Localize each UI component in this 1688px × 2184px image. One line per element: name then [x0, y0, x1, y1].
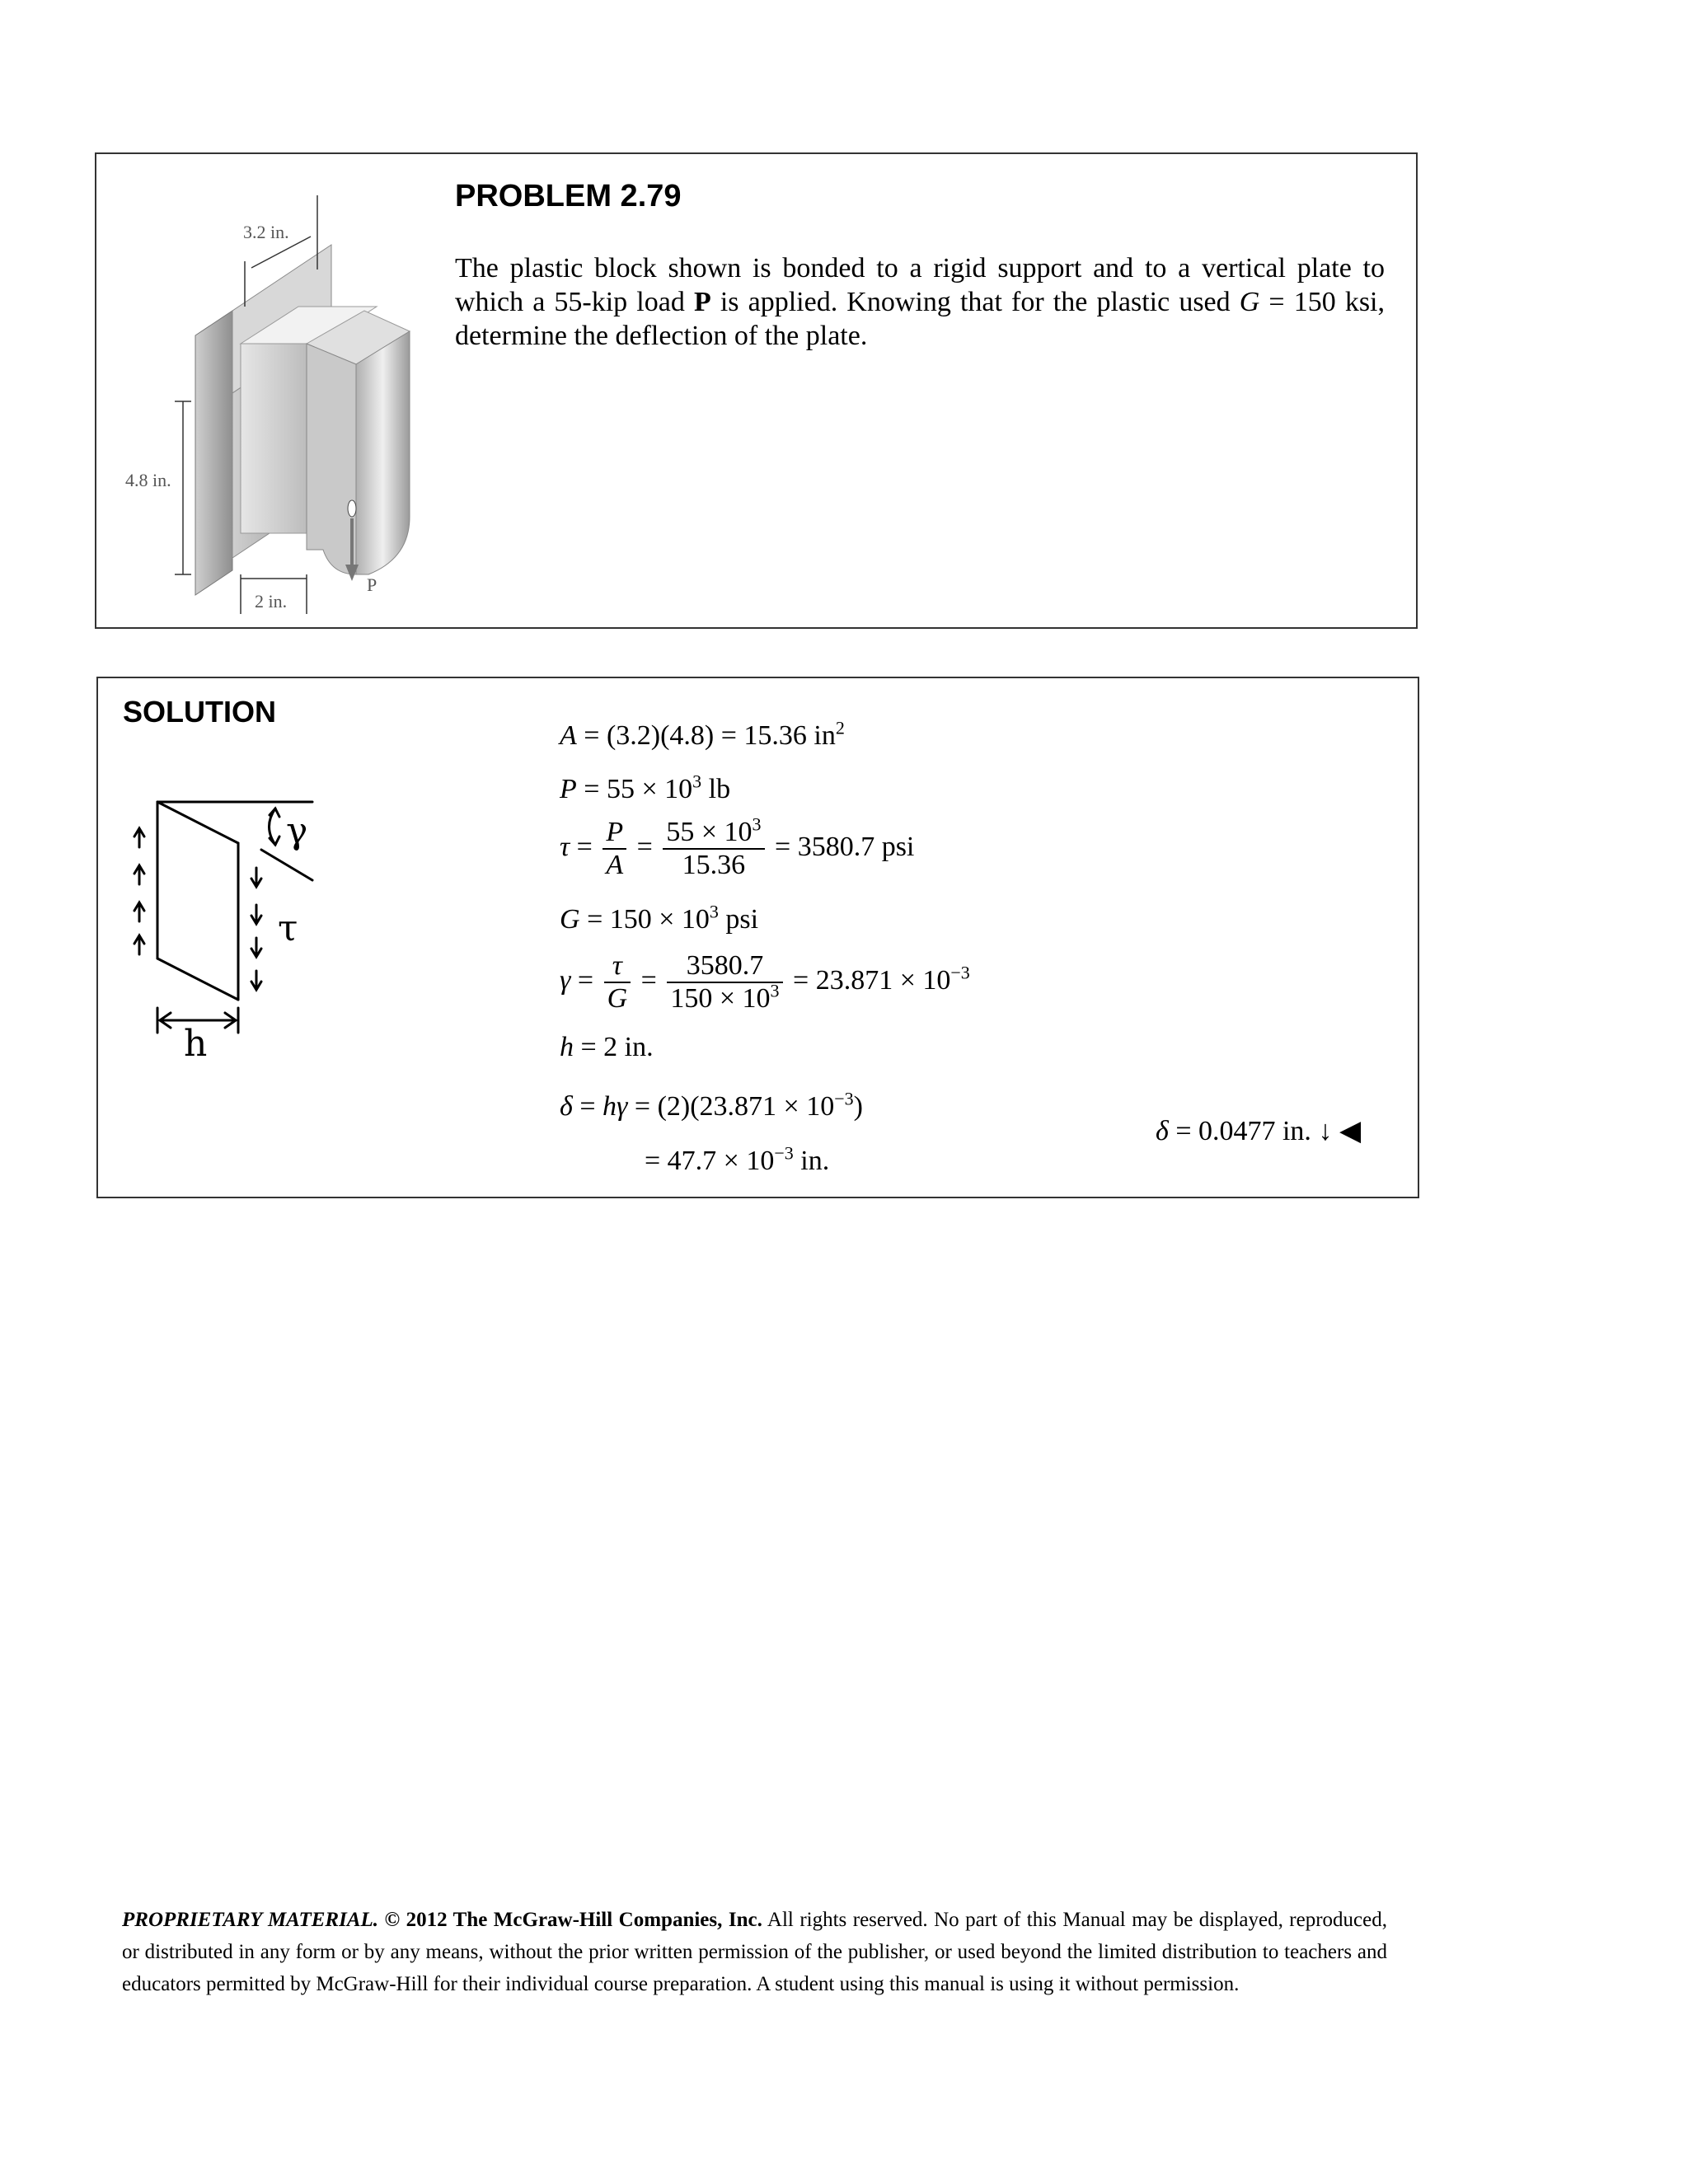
deflection-unit: in.: [793, 1146, 830, 1176]
closing-paren: ): [853, 1091, 863, 1122]
modulus-equation: [560, 903, 758, 936]
strain-fraction: [667, 950, 782, 1015]
problem-load-symbol: P: [693, 287, 711, 317]
problem-statement: [455, 251, 1385, 353]
modulus-exponent: 3: [709, 901, 719, 922]
load-label: P: [367, 574, 377, 595]
fraction-numerator: P: [603, 817, 626, 850]
fraction-denominator: 15.36: [682, 850, 746, 880]
answer-marker-icon: ◀: [1339, 1116, 1362, 1146]
modulus-symbol: G: [560, 904, 580, 935]
p-over-a-fraction: [603, 817, 626, 881]
strain-exponent: −3: [950, 962, 970, 983]
answer-delta-symbol: δ: [1156, 1116, 1169, 1146]
load-symbol: P: [560, 774, 577, 804]
answer-value: = 0.0477 in. ↓: [1175, 1116, 1333, 1146]
load-value: = 55 × 10: [584, 774, 693, 804]
modulus-value: = 150 × 10: [587, 904, 710, 935]
fraction-numerator: [663, 813, 764, 850]
numerator-exponent: 3: [752, 813, 762, 835]
delta-symbol: δ: [560, 1091, 573, 1122]
area-equation: [560, 719, 845, 752]
load-equation: [560, 773, 730, 806]
tau-over-g-fraction: [604, 950, 631, 1015]
area-symbol: A: [560, 720, 577, 751]
modulus-unit: psi: [718, 904, 759, 935]
h-label: h: [184, 1023, 208, 1057]
tau-label: τ: [278, 907, 298, 949]
fraction-denominator: G: [607, 983, 628, 1014]
width-label: 3.2 in.: [243, 222, 289, 242]
problem-text-part2: is applied. Knowing that for the plastic used: [710, 287, 1240, 317]
shear-stress-equation: τ = $\frac{P}{A}$ = $\frac{55 \times 10^3}{15.36}$ = 3580.7 psi: [560, 813, 915, 880]
stress-fraction: [663, 813, 764, 881]
deflection-equation: $\delta = h\gamma = (2)(23.871 \times 10^{-3})$: [560, 1088, 863, 1122]
problem-text-part1: The plastic block shown is bonded to a rigid support and to a vertical plate to which a 55-kip load: [455, 253, 1385, 317]
gamma-symbol: γ: [560, 964, 571, 996]
deflection-substitution: = (2)(23.871 × 10: [634, 1091, 835, 1122]
thickness-label: 2 in.: [255, 591, 288, 612]
problem-modulus-symbol: G: [1239, 287, 1260, 317]
h-symbol: h: [560, 1032, 574, 1062]
solution-title: SOLUTION: [123, 695, 276, 729]
tau-symbol: τ: [560, 831, 570, 862]
load-unit: lb: [701, 774, 731, 804]
deflection-result: [645, 1142, 830, 1178]
thickness-equation: [560, 1031, 654, 1064]
final-answer: [1156, 1115, 1361, 1148]
h-gamma-product: hγ: [603, 1091, 628, 1122]
height-label: 4.8 in.: [125, 470, 171, 490]
problem-title: PROBLEM 2.79: [455, 179, 682, 213]
block-figure: [105, 162, 451, 624]
deflection-value: = 47.7 × 10: [645, 1146, 775, 1176]
problem-box: [95, 152, 1418, 629]
fraction-numerator: τ: [604, 950, 631, 983]
numerator-value: 55 × 10: [666, 817, 753, 847]
problem-text-part3: = 150 ksi, determine the deflection of the plate.: [455, 287, 1385, 351]
fraction-denominator: A: [606, 850, 624, 880]
copyright-footer: [122, 1904, 1387, 2000]
area-value: = (3.2)(4.8) = 15.36 in: [584, 720, 836, 751]
load-exponent: 3: [692, 771, 702, 792]
fraction-numerator: 3580.7: [667, 950, 782, 983]
gamma-label: γ: [286, 810, 308, 852]
strain-result: = 23.871 × 10: [793, 964, 951, 996]
fraction-denominator: [667, 980, 782, 1015]
proprietary-label: PROPRIETARY MATERIAL.: [122, 1909, 379, 1931]
copyright-text: All rights reserved. No part of this Manual may be displayed, reproduced, or distributed in any form or by any means, without the prior written permission of the publisher, or used beyond the limited distribution to teachers and educators permitted by McGraw-Hill for their individual course preparation. A student using this manual is using it without permission.: [122, 1909, 1387, 1995]
shear-strain-equation: γ = $\frac{\tau}{G}$ = $\frac{3580.7}{150 \times 10^3}$ = $23.871 \times 10^{-3}$: [560, 950, 970, 1014]
solution-box: [96, 677, 1419, 1198]
copyright-holder: © 2012 The McGraw-Hill Companies, Inc.: [378, 1909, 762, 1931]
deflection-result-exponent: −3: [774, 1142, 794, 1164]
stress-result: = 3580.7 psi: [775, 831, 915, 862]
area-exponent: 2: [835, 717, 845, 738]
denominator-value: 150 × 10: [670, 983, 771, 1014]
shear-sketch: [115, 794, 378, 1057]
deflection-exponent: −3: [834, 1088, 854, 1109]
thickness-value: = 2 in.: [580, 1032, 654, 1062]
denominator-exponent: 3: [770, 980, 780, 1001]
